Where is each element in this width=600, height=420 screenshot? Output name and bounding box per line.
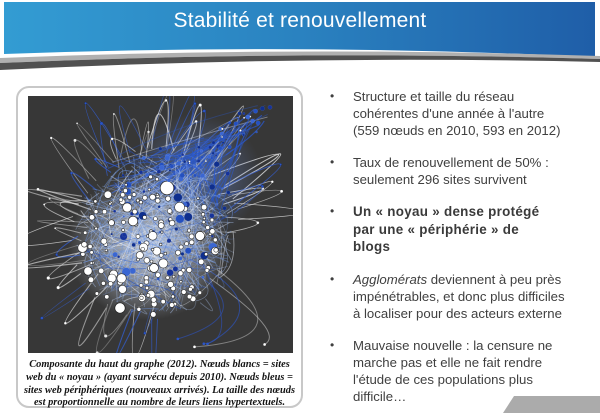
bullet-marker-icon: • xyxy=(330,155,335,169)
bullet-text: Un « noyau » dense protégé par une « périphérie » de blogs xyxy=(353,204,540,254)
network-graph-svg xyxy=(28,96,293,353)
bullet-marker-icon: • xyxy=(330,271,335,286)
bullet-item xyxy=(327,88,593,139)
bullet-text: Structure et taille du réseau cohérentes d'une année à l'autre (559 nœuds en 2010, 593 en 2012) xyxy=(353,89,561,138)
bullet-text: Agglomérats deviennent à peu près impénétrables, et donc plus difficiles à localiser pour des acteurs externe xyxy=(353,271,565,321)
slide-title: Stabilité et renouvellement xyxy=(173,9,427,32)
bullet-text: Mauvaise nouvelle : la censure ne marche pas et elle ne fait rendre l'étude de ces populations plus difficile… xyxy=(353,337,553,404)
caption-line: web du « noyau » (ayant survécu depuis 2010). Nœuds bleus = xyxy=(26,371,293,383)
caption-line: sites web périphériques (nouveaux arrivés). La taille des nœuds xyxy=(23,384,296,396)
bullet-item xyxy=(327,203,593,256)
bullet-marker-icon: • xyxy=(330,89,335,103)
bullet-marker-icon: • xyxy=(330,337,335,352)
caption-line: Composante du haut du graphe (2012). Nœuds blancs = sites xyxy=(29,359,290,370)
bullet-item xyxy=(327,154,593,188)
figure-box xyxy=(16,86,303,408)
bullet-text: Taux de renouvellement de 50% : seulement 296 sites survivent xyxy=(353,155,549,187)
bullet-item xyxy=(327,337,593,405)
bullet-marker-icon: • xyxy=(330,204,335,218)
bullet-item xyxy=(327,271,593,322)
caption-line: est proportionnelle au nombre de leurs liens hypertextuels. xyxy=(33,397,286,409)
figure-caption xyxy=(22,359,297,410)
bullet-list xyxy=(327,88,593,420)
corner-decoration xyxy=(500,396,600,413)
network-graph-image xyxy=(28,96,293,353)
